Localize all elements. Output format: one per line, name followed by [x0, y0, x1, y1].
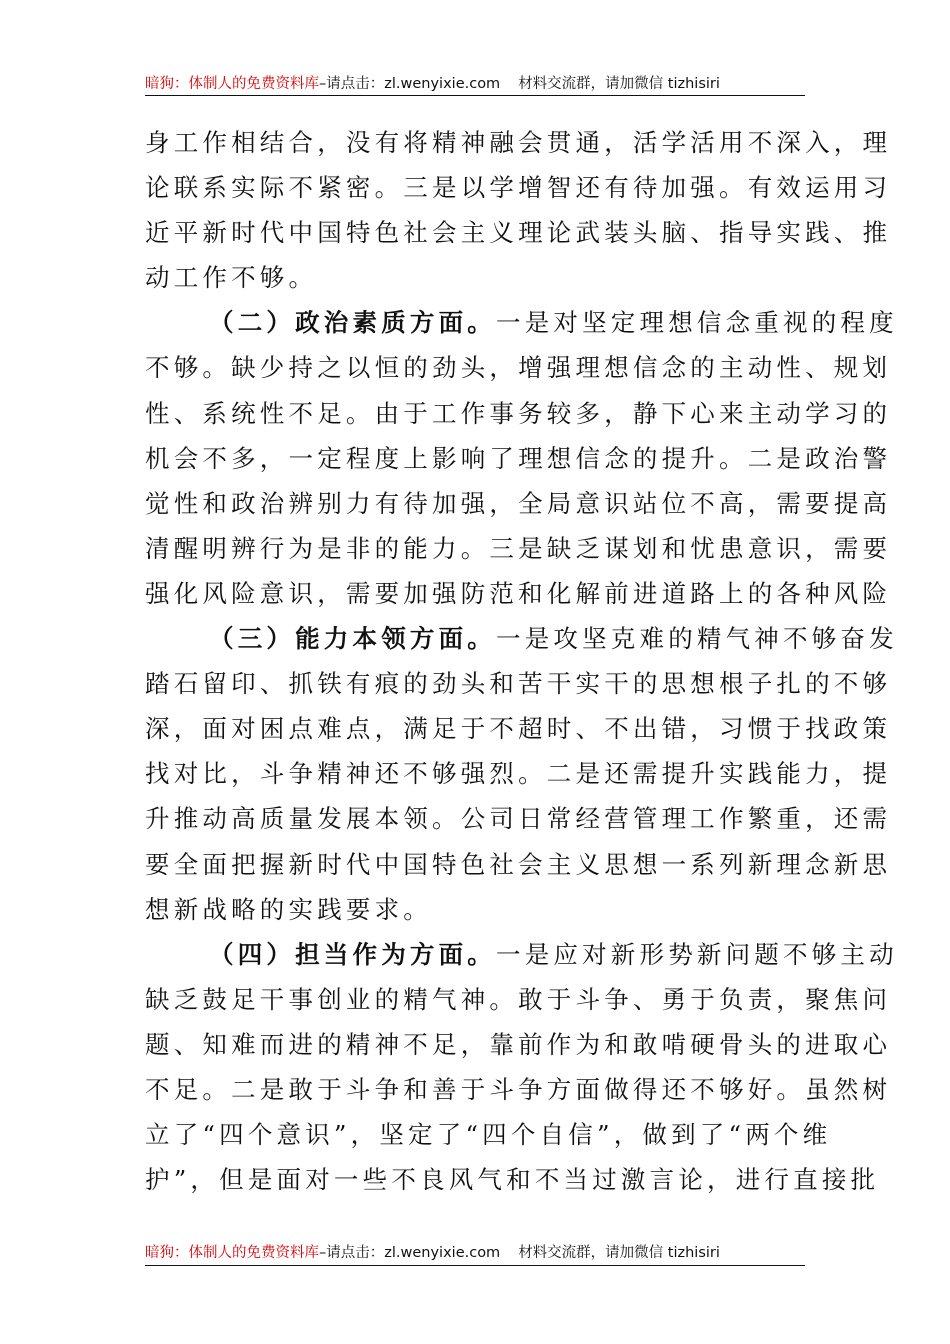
body-line: 性、系统性不足。由于工作事务较多，静下心来主动学习的 [145, 398, 892, 428]
section-4-first-text: 一是应对新形势新问题不够主动 [496, 939, 898, 969]
body-line: 身工作相结合，没有将精神融会贯通，活学活用不深入，理 [145, 128, 892, 157]
header-site-name: 暗狗：体制人的免费资料库 [145, 76, 319, 92]
body-line: 强化风险意识，需要加强防范和化解前进道路上的各种风险 [145, 578, 892, 608]
body-line: 找对比，斗争精神还不够强烈。二是还需提升实践能力，提 [145, 759, 892, 789]
document-body [145, 120, 898, 1202]
body-line: 深，面对困点难点，满足于不超时、不出错，习惯于找政策 [145, 714, 892, 744]
page-header [145, 72, 805, 94]
footer-rule [145, 1265, 805, 1266]
section-4-first-line [145, 932, 898, 977]
body-line: 论联系实际不紧密。三是以学增智还有待加强。有效运用习 [145, 173, 892, 203]
body-line: 升推动高质量发展本领。公司日常经营管理工作繁重，还需 [145, 804, 892, 834]
body-line: 不足。二是敢于斗争和善于斗争方面做得还不够好。虽然树 [145, 1074, 892, 1104]
section-3-heading: （三）能力本领方面。 [209, 624, 496, 654]
section-2-first-text: 一是对坚定理想信念重视的程度 [496, 308, 898, 338]
header-click-prefix: –请点击： [319, 76, 385, 92]
footer-click-prefix: –请点击： [319, 1245, 385, 1261]
section-2-first-line [145, 300, 898, 345]
body-line: 缺乏鼓足干事创业的精气神。敢于斗争、勇于负责，聚焦问 [145, 984, 892, 1014]
body-line: 近平新时代中国特色社会主义理论武装头脑、指导实践、推 [145, 218, 892, 248]
section-3-first-line [145, 616, 898, 661]
body-line: 踏石留印、抓铁有痕的劲头和苦干实干的思想根子扎的不够 [145, 669, 892, 699]
header-url-link[interactable]: zl.wenyixie.com [384, 76, 501, 92]
header-rule [145, 95, 805, 96]
body-line: 动工作不够。 [145, 263, 318, 293]
section-2-heading: （二）政治素质方面。 [209, 308, 496, 338]
body-line: 清醒明辨行为是非的能力。三是缺乏谋划和忧患意识，需要 [145, 533, 892, 563]
body-line: 护”，但是面对一些不良风气和不当过激言论，进行直接批 [145, 1165, 880, 1195]
footer-url-link[interactable]: zl.wenyixie.com [384, 1245, 501, 1261]
header-group-note: 材料交流群，请加微信 tizhisiri [518, 76, 720, 92]
footer-group-note: 材料交流群，请加微信 tizhisiri [518, 1245, 720, 1261]
body-line: 觉性和政治辨别力有待加强，全局意识站位不高，需要提高 [145, 488, 892, 518]
body-line: 机会不多，一定程度上影响了理想信念的提升。二是政治警 [145, 443, 892, 473]
section-4-heading: （四）担当作为方面。 [209, 939, 496, 969]
body-line: 题、知难而进的精神不足，靠前作为和敢啃硬骨头的进取心 [145, 1029, 892, 1059]
body-line: 想新战略的实践要求。 [145, 894, 432, 924]
footer-site-name: 暗狗：体制人的免费资料库 [145, 1245, 319, 1261]
body-line: 不够。缺少持之以恒的劲头，增强理想信念的主动性、规划 [145, 353, 892, 383]
page-footer [145, 1241, 805, 1263]
body-line: 要全面把握新时代中国特色社会主义思想一系列新理念新思 [145, 849, 892, 879]
body-line: 立了“四个意识”，坚定了“四个自信”，做到了“两个维 [145, 1120, 832, 1150]
section-3-first-text: 一是攻坚克难的精气神不够奋发 [496, 624, 898, 654]
